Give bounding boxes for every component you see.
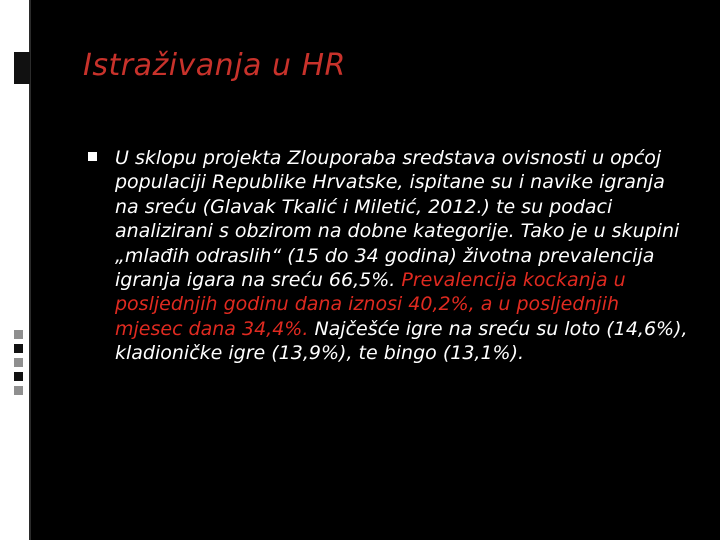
bullet-text-end: Najčešće igre na sreću su loto (14,6%), kladioničke igre (13,9%), te bingo (13,1%). (115, 317, 688, 365)
bullet-text-highlight: Prevalencija kockanja u posljednjih godinu dana iznosi 40,2%, a u posljednjih mjesec dana 34,4%. (115, 269, 626, 340)
decorative-square (14, 372, 23, 381)
slide-title: Istraživanja u HR (83, 48, 346, 83)
decorative-square (14, 330, 23, 339)
bullet-text (115, 146, 688, 366)
decorative-square (14, 344, 23, 353)
decorative-square (14, 386, 23, 395)
decorative-square (14, 358, 23, 367)
bullet-item (88, 146, 688, 366)
slide-content (88, 146, 688, 366)
decorative-block (14, 52, 30, 84)
bullet-text-start: U sklopu projekta Zlouporaba sredstava ovisnosti u općoj populaciji Republike Hrvatske, ispitane su i navike igranja na sreću (Glavak Tkalić i Miletić, 2012.) te su podaci analizirani s obzirom na dobne kategorije. Tako je u skupini „mlađih odraslih“ (15 do 34 godina) životna prevalencija igranja igara na sreću 66,5%. (115, 147, 680, 292)
square-bullet-icon (88, 152, 97, 161)
